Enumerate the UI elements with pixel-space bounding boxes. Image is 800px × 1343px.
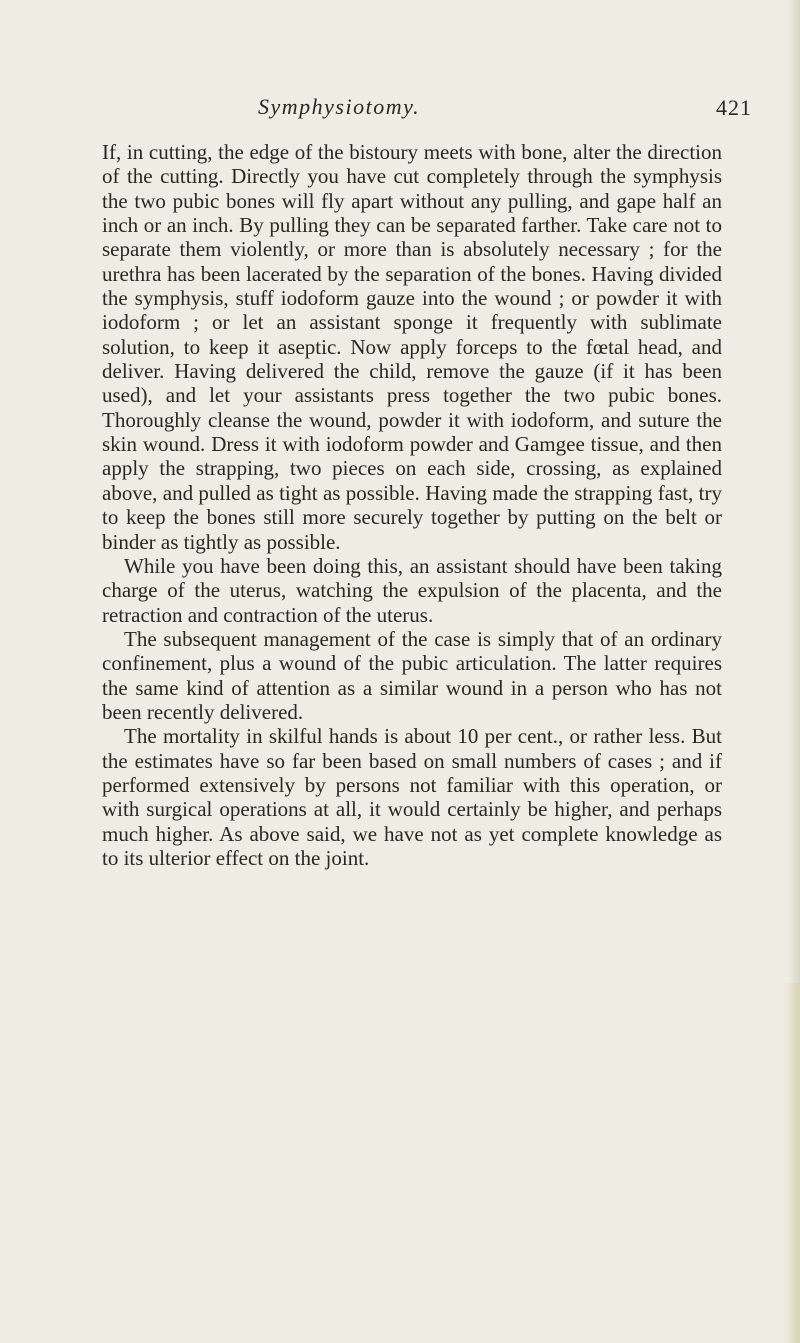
page-header bbox=[0, 94, 800, 124]
paragraph-2: While you have been doing this, an assistant should have been taking charge of the uterus, watching the expulsion of the placenta, and the retraction and contraction of the uterus. bbox=[102, 553, 722, 627]
paragraph-4: The mortality in skilful hands is about 10 per cent., or rather less. But the estimates have so far been based on small numbers of cases ; and if performed extensively by persons not familiar with this operation, or with surgical operations at all, it would certainly be higher, and perhaps much higher. As above said, we have not as yet complete knowledge as to its ulterior effect on the joint. bbox=[102, 724, 722, 870]
page-number: 421 bbox=[716, 95, 752, 120]
running-head: Symphysiotomy. bbox=[258, 94, 421, 119]
body-text bbox=[102, 140, 722, 870]
paragraph-3: The subsequent management of the case is simply that of an ordinary confinement, plus a wound of the pubic articulation. The latter requires the same kind of attention as a similar wound in a person who has not been recently delivered. bbox=[102, 626, 722, 724]
page-edge-stain bbox=[782, 983, 800, 1343]
paragraph-1: If, in cutting, the edge of the bistoury meets with bone, alter the direction of the cutting. Directly you have cut completely through the symphysis the two pubic bones will fly apart without any pulling, and gape half an inch or an inch. By pulling they can be separated farther. Take care not to separate them violently, or more than is absolutely necessary ; for the urethra has been lacerated by the separation of the bones. Having divided the symphysis, stuff iodoform gauze into the wound ; or powder it with iodoform ; or let an assistant sponge it frequently with sublimate solution, to keep it aseptic. Now apply forceps to the fœtal head, and deliver. Having delivered the child, remove the gauze (if it has been used), and let your assistants press together the two pubic bones. Thoroughly cleanse the wound, powder it with iodoform, and suture the skin wound. Dress it with iodoform powder and Gamgee tissue, and then apply the strapping, two pieces on each side, crossing, as explained above, and pulled as tight as possible. Having made the strapping fast, try to keep the bones still more securely together by putting on the belt or binder as tightly as possible. bbox=[102, 140, 722, 554]
